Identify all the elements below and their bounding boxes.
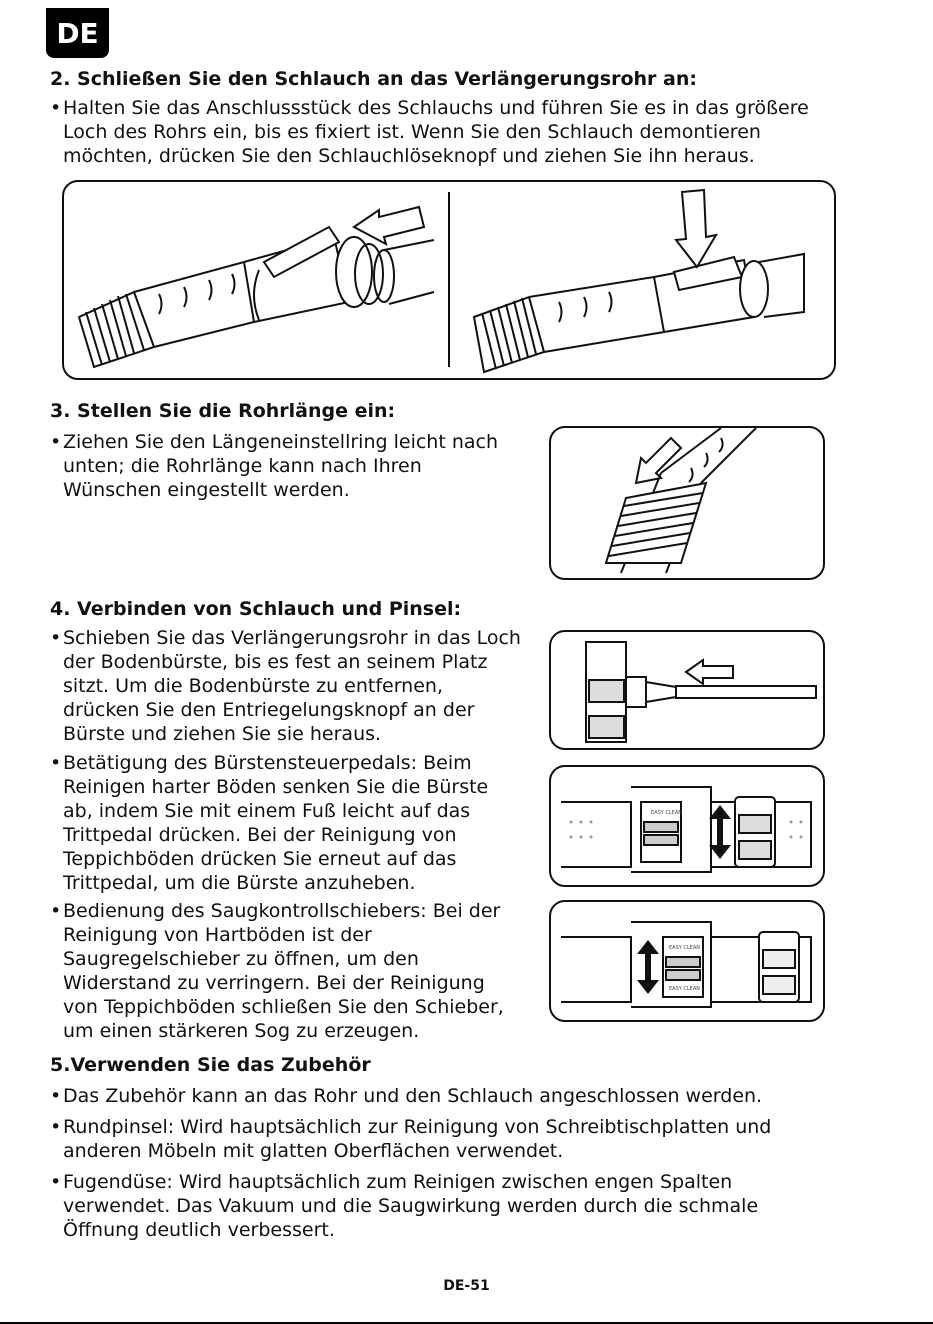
section-2-paragraph: [50, 96, 840, 168]
arrow-left-icon: [686, 660, 733, 684]
up-down-arrow-icon: [637, 940, 659, 994]
arrow-down-left-icon: [636, 438, 681, 483]
bullet: •: [50, 900, 62, 922]
bullet: •: [50, 1085, 62, 1107]
easy-clean-label-top: EASY CLEAN: [669, 945, 700, 951]
paragraph-text: Ziehen Sie den Längeneinstellring leicht nach unten; die Rohrlänge kann nach Ihren Wünschen eingestellt werden.: [63, 431, 498, 501]
page-number: DE-51: [443, 1278, 490, 1294]
section-5-paragraph-2: [50, 1115, 840, 1163]
arrow-left-icon: [354, 207, 424, 244]
up-down-arrow-icon: [709, 805, 731, 859]
brush-pedal-figure: [549, 765, 825, 887]
section-3-paragraph: [50, 430, 522, 502]
bullet: •: [50, 752, 62, 774]
paragraph-text: Betätigung des Bürstensteuerpedals: Beim Reinigen harter Böden senken Sie die Bürste ab, indem Sie mit einem Fuß leicht auf das Trittpedal drücken. Bei der Reinigung von Teppichböden drücken Sie erneut auf das Trittpedal, um die Bürste anzuheben.: [63, 752, 489, 894]
bullet: •: [50, 1116, 62, 1138]
section-2-heading: 2. Schließen Sie den Schlauch an das Verlängerungsrohr an:: [50, 68, 697, 90]
section-5-heading: 5.Verwenden Sie das Zubehör: [50, 1054, 371, 1076]
section-4-paragraph-3: [50, 899, 522, 1043]
section-4-heading: 4. Verbinden von Schlauch und Pinsel:: [50, 598, 462, 620]
paragraph-text: Fugendüse: Wird hauptsächlich zum Reinigen zwischen engen Spalten verwendet. Das Vakuum und die Saugwirkung werden durch die schmale Öffnung deutlich verbessert.: [63, 1171, 759, 1241]
easy-clean-label: EASY CLEAN: [651, 810, 682, 816]
corrugated-hose-icon: [79, 292, 154, 367]
bullet: •: [50, 431, 62, 453]
tube-length-figure: [549, 426, 825, 580]
paragraph-text: Schieben Sie das Verlängerungsrohr in das Loch der Bodenbürste, bis es fest an seinem Platz sitzt. Um die Bodenbürste zu entfernen, drücken Sie den Entriegelungsknopf an der Bürste und ziehen Sie sie heraus.: [63, 627, 521, 745]
arrow-down-icon: [676, 190, 716, 267]
bullet: •: [50, 97, 62, 119]
paragraph-text: Rundpinsel: Wird hauptsächlich zur Reinigung von Schreibtischplatten und anderen Möbeln mit glatten Oberflächen verwendet.: [63, 1116, 772, 1162]
paragraph-text: Bedienung des Saugkontrollschiebers: Bei der Reinigung von Hartböden ist der Saugregelschieber zu öffnen, um den Widerstand zu verringern. Bei der Reinigung von Teppichböden schließen Sie den Schieber, um einen stärkeren Sog zu erzeugen.: [63, 900, 504, 1042]
paragraph-text: Das Zubehör kann an das Rohr und den Schlauch angeschlossen werden.: [63, 1085, 763, 1107]
bullet: •: [50, 627, 62, 649]
suction-slider-figure: [549, 900, 825, 1022]
hose-connection-figure: [62, 180, 836, 380]
language-badge: DE: [46, 8, 109, 58]
section-4-paragraph-2: [50, 751, 522, 895]
floor-brush-attach-figure: [549, 630, 825, 750]
bullet: •: [50, 1171, 62, 1193]
section-4-paragraph-1: [50, 626, 522, 746]
paragraph-text: Halten Sie das Anschlussstück des Schlauchs und führen Sie es in das größere Loch des Rohrs ein, bis es fixiert ist. Wenn Sie den Schlauch demontieren möchten, drücken Sie den Schlauchlöseknopf und ziehen Sie ihn heraus.: [63, 97, 809, 167]
section-5-paragraph-1: [50, 1084, 840, 1108]
section-3-heading: 3. Stellen Sie die Rohrlänge ein:: [50, 400, 396, 422]
section-5-paragraph-3: [50, 1170, 840, 1242]
easy-clean-label-bottom: EASY CLEAN: [669, 986, 700, 992]
